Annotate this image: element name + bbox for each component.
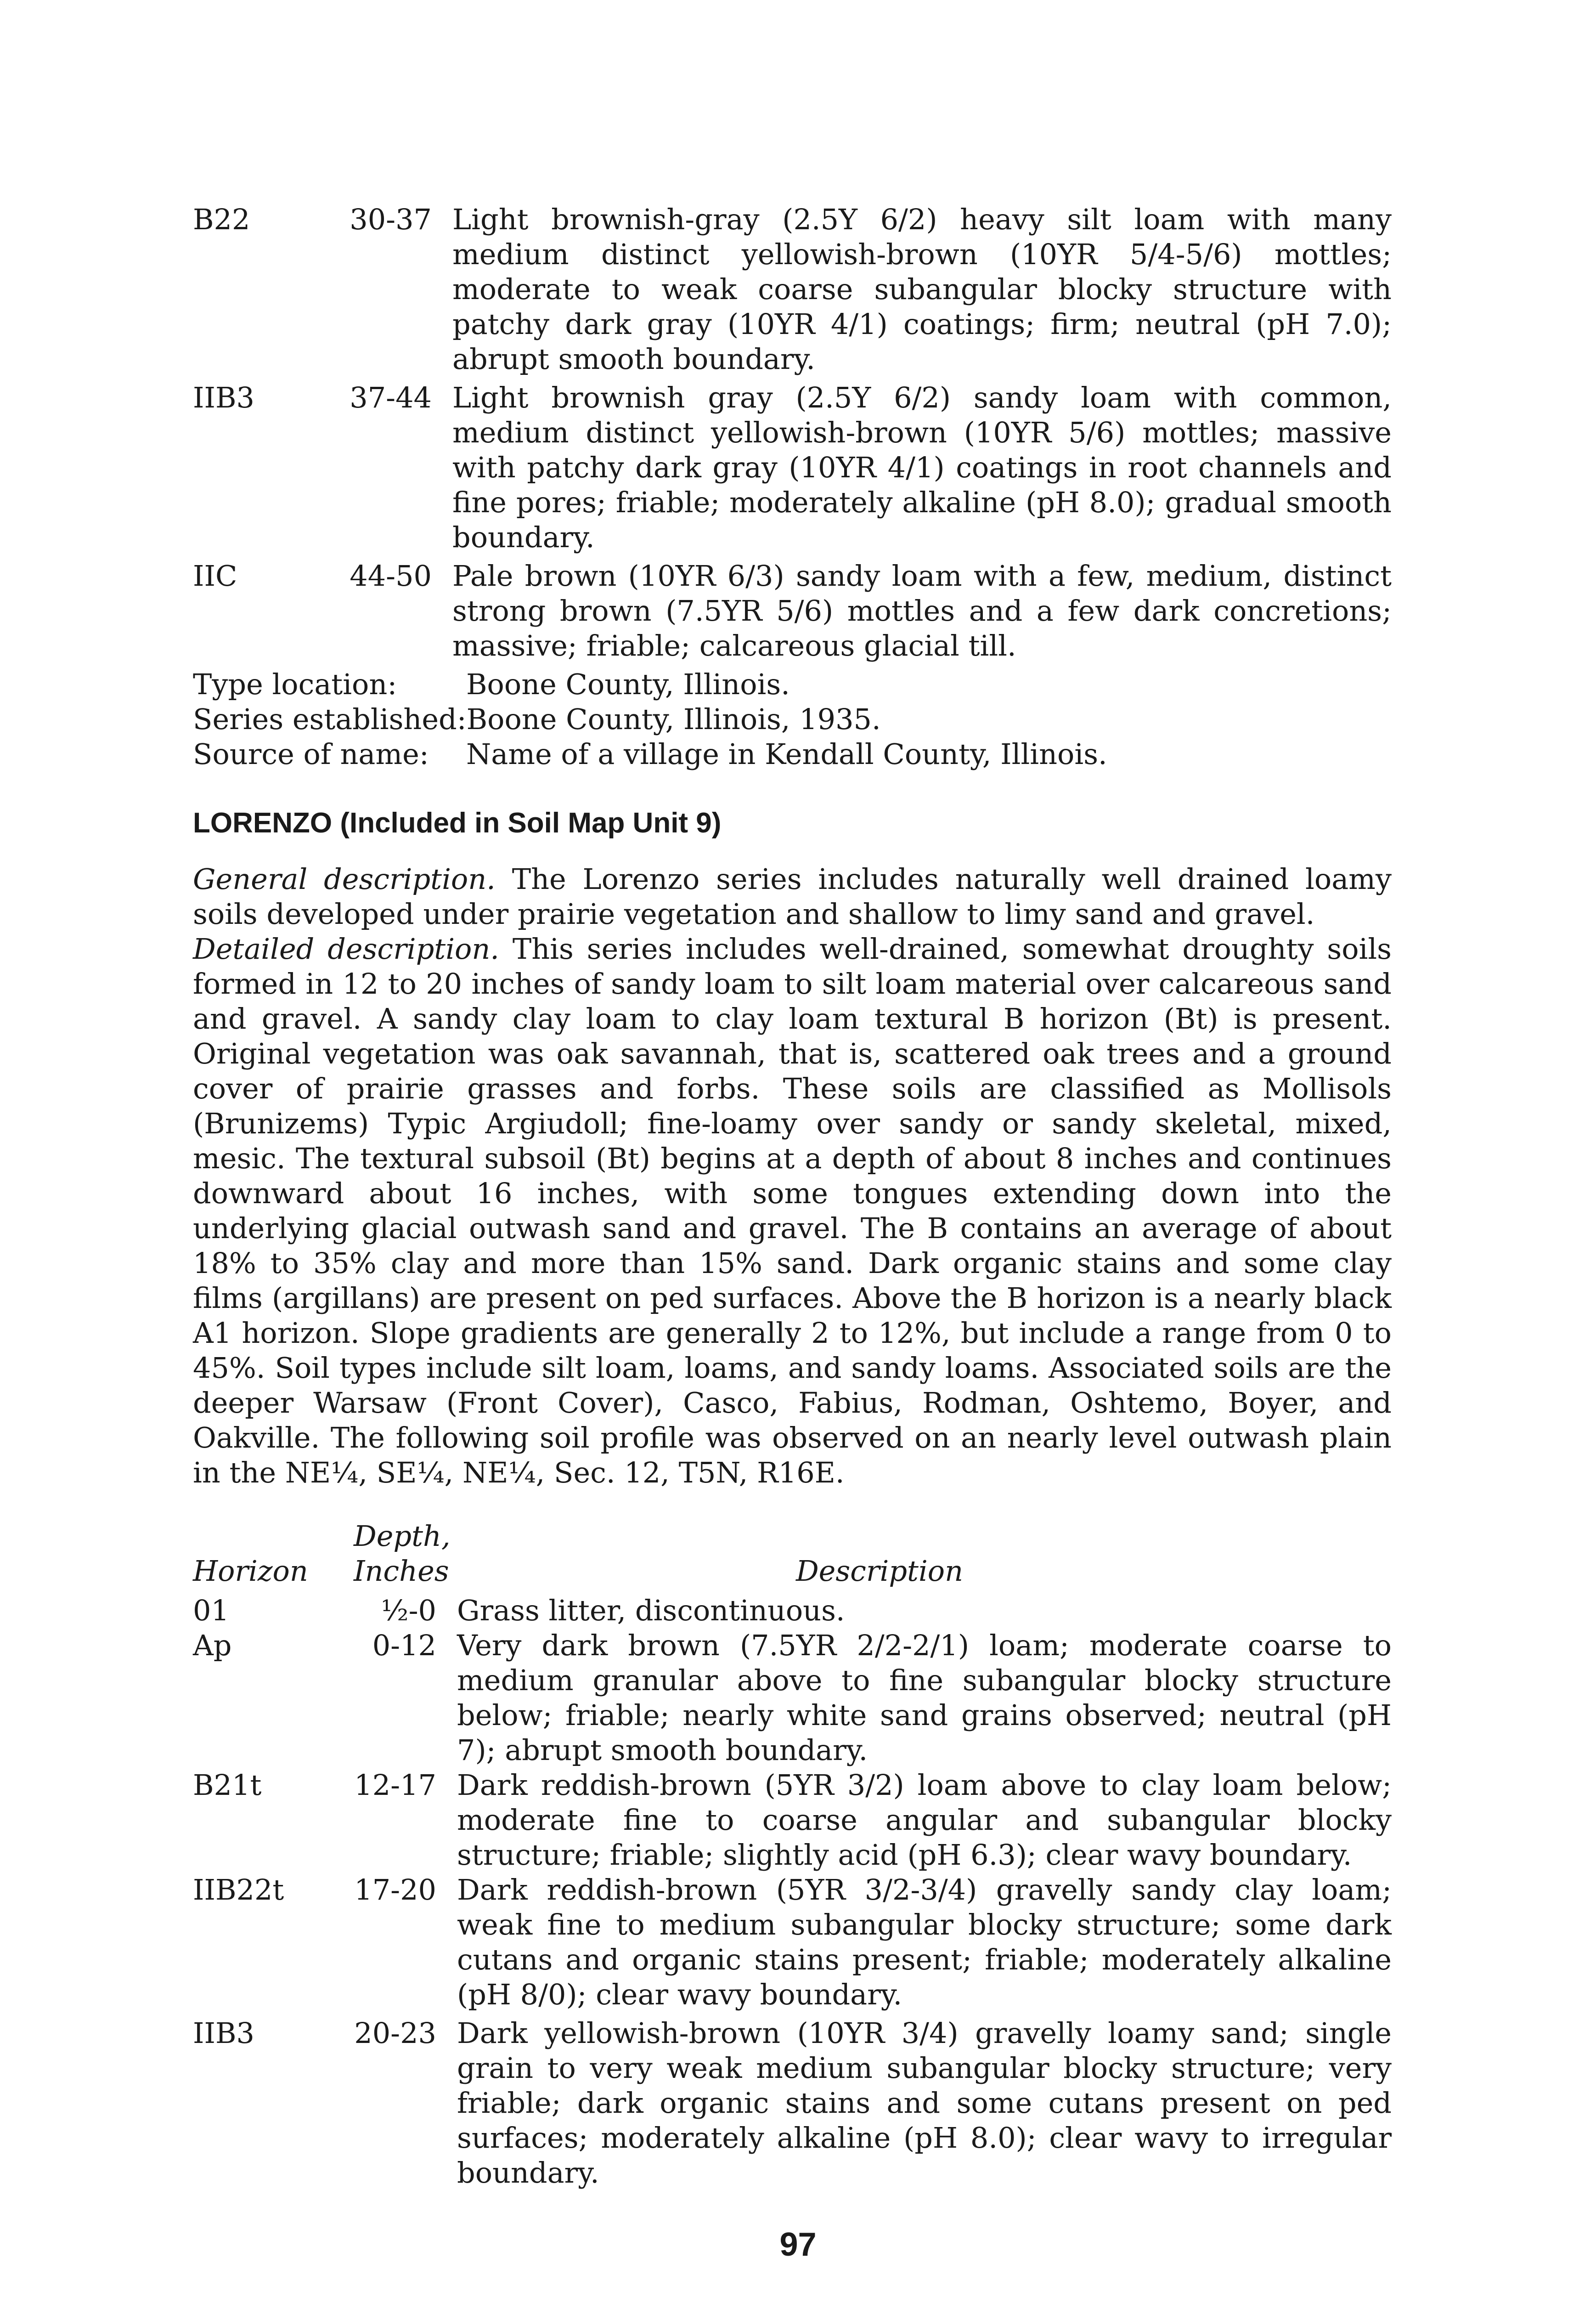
meta-value: Boone County, Illinois, 1935. <box>466 702 881 736</box>
header-description: Description <box>795 1554 964 1588</box>
description-cell: Dark yellowish-brown (10YR 3/4) gravelly loamy sand; single grain to very weak medium subangular blocky structure; very friable; dark organic stains and some cutans present on ped surfaces; moderately alkaline (pH 8.0); clear wavy to irregular boundary. <box>457 2016 1392 2190</box>
horizon-cell: IIB3 <box>193 2016 254 2050</box>
table-row <box>193 1768 1392 1873</box>
horizon-cell: 01 <box>193 1594 229 1627</box>
description-cell: Light brownish gray (2.5Y 6/2) sandy loam with common, medium distinct yellowish-brown (10YR 5/6) mottles; massive with patchy dark gray (10YR 4/1) coatings in root channels and fine pores; friable; moderately alkaline (pH 8.0); gradual smooth boundary. <box>452 381 1392 554</box>
meta-label: Type location: <box>193 668 397 701</box>
header-horizon: Horizon <box>193 1554 308 1588</box>
header-depth <box>354 1519 482 1589</box>
top-horizon-table <box>193 202 1392 663</box>
description-cell: Dark reddish-brown (5YR 3/2-3/4) gravelly sandy clay loam; weak fine to medium subangular blocky structure; some dark cutans and organic stains present; friable; moderately alkaline (pH 8/0); clear wavy boundary. <box>457 1873 1392 2011</box>
general-label: General description. <box>193 862 496 896</box>
description-cell: Pale brown (10YR 6/3) sandy loam with a few, medium, distinct strong brown (7.5YR 5/6) mottles and a few dark concretions; massive; friable; calcareous glacial till. <box>452 559 1392 662</box>
depth-cell: 37-44 <box>350 381 432 414</box>
depth-cell: ½-0 <box>381 1594 436 1627</box>
detailed-label: Detailed description. <box>193 932 500 966</box>
description-cell: Very dark brown (7.5YR 2/2-2/1) loam; moderate coarse to medium granular above to fine subangular blocky structure below; friable; nearly white sand grains observed; neutral (pH 7); abrupt smooth boundary. <box>457 1629 1392 1767</box>
profile-table <box>193 1593 1392 2190</box>
horizon-cell: Ap <box>193 1629 232 1662</box>
meta-row <box>193 737 1392 772</box>
section-title: LORENZO (Included in Soil Map Unit 9) <box>193 807 722 839</box>
table-row <box>193 202 1392 377</box>
header-depth-line1: Depth, <box>354 1519 451 1553</box>
table-row <box>193 1593 1392 1628</box>
meta-row <box>193 667 1392 702</box>
horizon-cell: B21t <box>193 1768 262 1802</box>
page-number: 97 <box>779 2226 817 2263</box>
description-cell: Light brownish-gray (2.5Y 6/2) heavy silt loam with many medium distinct yellowish-brown (10YR 5/4-5/6) mottles; moderate to weak coarse subangular blocky structure with patchy dark gray (10YR 4/1) coatings; firm; neutral (pH 7.0); abrupt smooth boundary. <box>452 203 1392 376</box>
table-row <box>193 380 1392 555</box>
horizon-cell: B22 <box>193 203 250 236</box>
series-metadata <box>193 667 1392 772</box>
general-description <box>193 862 1392 932</box>
page-body <box>193 202 1392 2190</box>
profile-table-header <box>193 1519 1392 1589</box>
depth-cell: 12-17 <box>354 1768 436 1802</box>
horizon-cell: IIC <box>193 559 237 593</box>
description-cell: Dark reddish-brown (5YR 3/2) loam above to clay loam below; moderate fine to coarse angular and subangular blocky structure; friable; slightly acid (pH 6.3); clear wavy boundary. <box>457 1768 1392 1872</box>
depth-cell: 44-50 <box>350 559 432 593</box>
depth-cell: 30-37 <box>350 203 432 236</box>
meta-value: Boone County, Illinois. <box>466 668 790 701</box>
detailed-text: This series includes well-drained, somewhat droughty soils formed in 12 to 20 inches of sandy loam to silt loam material over calcareous sand and gravel. A sandy clay loam to clay loam textural B horizon (Bt) is present. Original vegetation was oak savannah, that is, scattered oak trees and a ground cover of prairie grasses and forbs. These soils are classified as Mollisols (Brunizems) Typic Argiudoll; fine-loamy over sandy or sandy skeletal, mixed, mesic. The textural subsoil (Bt) begins at a depth of about 8 inches and continues downward about 16 inches, with some tongues extending down into the underlying glacial outwash sand and gravel. The B contains an average of about 18% to 35% clay and more than 15% sand. Dark organic stains and some clay films (argillans) are present on ped surfaces. Above the B horizon is a nearly black A1 horizon. Slope gradients are generally 2 to 12%, but include a range from 0 to 45%. Soil types include silt loam, loams, and sandy loams. Associated soils are the deeper Warsaw (Front Cover), Casco, Fabius, Rodman, Oshtemo, Boyer, and Oakville. The following soil profile was observed on an nearly level outwash plain in the NE¼, SE¼, NE¼, Sec. 12, T5N, R16E. <box>193 932 1392 1489</box>
depth-cell: 20-23 <box>354 2016 436 2050</box>
table-row <box>193 2016 1392 2190</box>
depth-cell: 17-20 <box>354 1873 436 1907</box>
meta-value: Name of a village in Kendall County, Illinois. <box>466 737 1107 771</box>
meta-label: Source of name: <box>193 737 429 771</box>
horizon-cell: IIB22t <box>193 1873 284 1907</box>
detailed-description <box>193 932 1392 1490</box>
horizon-cell: IIB3 <box>193 381 254 414</box>
header-depth-line2: Inches <box>354 1554 449 1588</box>
meta-row <box>193 702 1392 737</box>
general-text: The Lorenzo series includes naturally well drained loamy soils developed under prairie vegetation and shallow to limy sand and gravel. <box>193 862 1392 931</box>
table-row <box>193 559 1392 663</box>
meta-label: Series established: <box>193 702 467 736</box>
depth-cell: 0-12 <box>372 1629 436 1662</box>
description-cell: Grass litter, discontinuous. <box>457 1594 845 1627</box>
table-row <box>193 1873 1392 2012</box>
table-row <box>193 1628 1392 1768</box>
